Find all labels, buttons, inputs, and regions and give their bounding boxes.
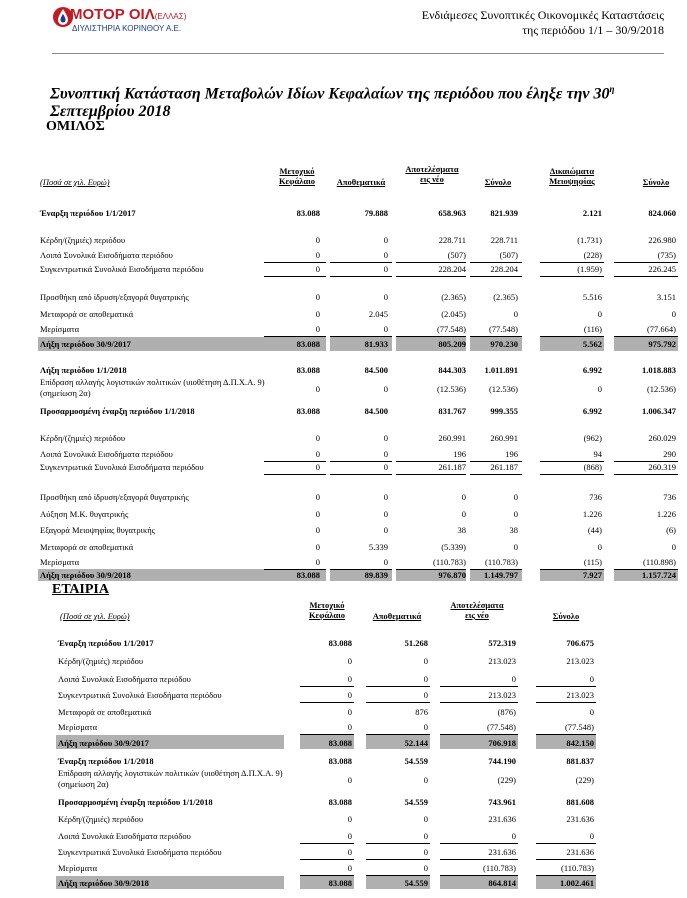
row-label: Λοιπά Συνολικά Εισοδήματα περιόδου bbox=[58, 831, 191, 841]
group-col-header-reserves: Αποθεματικά bbox=[336, 177, 386, 187]
row-value: 83.088 bbox=[296, 570, 320, 580]
row-value: 83.088 bbox=[328, 756, 352, 766]
row-value: 0 bbox=[383, 525, 388, 535]
underline-rule bbox=[540, 276, 604, 277]
row-value: 0 bbox=[597, 384, 602, 394]
page-title bbox=[50, 80, 670, 121]
row-value: 0 bbox=[423, 690, 428, 700]
row-value: 0 bbox=[315, 462, 320, 472]
row-value: 0 bbox=[315, 509, 320, 519]
row-value: 261.187 bbox=[490, 462, 518, 472]
row-label: Προσθήκη από ίδρυση/εξαγορά θυγατρικής bbox=[40, 292, 189, 302]
row-value: 6.992 bbox=[582, 365, 602, 375]
row-value: 976.870 bbox=[438, 570, 466, 580]
row-value: 38 bbox=[509, 525, 518, 535]
row-value: 743.961 bbox=[488, 797, 516, 807]
row-label: Αύξηση Μ.Κ. θυγατρικής bbox=[40, 509, 129, 519]
underline-rule bbox=[440, 702, 518, 703]
underline-rule bbox=[264, 262, 326, 263]
row-label: Επίδραση αλλαγής λογιστικών πολιτικών (υιοθέτηση Δ.Π.Χ.Α. 9) (σημείωση 2α) bbox=[58, 768, 283, 789]
underline-rule bbox=[366, 859, 430, 860]
row-value: (962) bbox=[583, 433, 602, 443]
row-value: (6) bbox=[666, 525, 676, 535]
row-label: Συγκεντρωτικά Συνολικά Εισοδήματα περιόδου bbox=[40, 462, 204, 472]
row-value: 213.023 bbox=[566, 690, 594, 700]
row-value: 881.608 bbox=[566, 797, 594, 807]
company-heading: ΕΤΑΙΡΙΑ bbox=[52, 582, 109, 597]
row-label: Προσαρμοσμένη έναρξη περιόδου 1/1/2018 bbox=[40, 406, 195, 416]
row-label: Κέρδη/(ζημιές) περιόδου bbox=[58, 814, 144, 824]
group-col-header-total: Σύνολο bbox=[484, 177, 512, 187]
row-label: Λήξη περιόδου 1/1/2018 bbox=[40, 365, 127, 375]
row-value: 0 bbox=[671, 309, 676, 319]
row-value: 0 bbox=[315, 324, 320, 334]
row-value: 0 bbox=[383, 384, 388, 394]
row-value: (110.783) bbox=[485, 557, 518, 567]
underline-rule bbox=[440, 686, 518, 687]
underline-rule bbox=[300, 843, 354, 844]
underline-rule bbox=[470, 262, 522, 263]
row-value: 0 bbox=[347, 775, 352, 785]
company-col-header-reserves: Αποθεματικά bbox=[372, 611, 422, 621]
row-value: 0 bbox=[315, 384, 320, 394]
row-value: 0 bbox=[383, 264, 388, 274]
row-value: 842.150 bbox=[566, 738, 594, 748]
row-value: (77.548) bbox=[486, 722, 516, 732]
row-value: 0 bbox=[315, 250, 320, 260]
row-value: (12.536) bbox=[646, 384, 676, 394]
underline-rule bbox=[366, 702, 430, 703]
row-value: (44) bbox=[587, 525, 602, 535]
row-label: Μερίσματα bbox=[58, 863, 98, 873]
underline-rule bbox=[300, 734, 354, 735]
company-col-header-total: Σύνολο bbox=[552, 611, 580, 621]
row-value: (77.548) bbox=[436, 324, 466, 334]
row-value: 226.980 bbox=[648, 235, 676, 245]
row-value: 0 bbox=[383, 324, 388, 334]
row-label: Προσθήκη από ίδρυση/εξαγορά θυγατρικής bbox=[40, 492, 189, 502]
row-value: 736 bbox=[663, 492, 676, 502]
row-label: Κέρδη/(ζημιές) περιόδου bbox=[58, 656, 144, 666]
row-value: 226.245 bbox=[648, 264, 676, 274]
row-value: 0 bbox=[513, 309, 518, 319]
row-label: Μερίσματα bbox=[40, 324, 80, 334]
row-value: 831.767 bbox=[438, 406, 466, 416]
row-value: 975.792 bbox=[648, 339, 676, 349]
row-value: 0 bbox=[511, 674, 516, 684]
row-value: 79.888 bbox=[364, 208, 388, 218]
row-value: (507) bbox=[499, 250, 518, 260]
row-value: 213.023 bbox=[488, 690, 516, 700]
row-value: 0 bbox=[347, 831, 352, 841]
row-value: 290 bbox=[663, 449, 676, 459]
row-value: (110.783) bbox=[483, 863, 516, 873]
underline-rule bbox=[540, 474, 604, 475]
row-value: 83.088 bbox=[296, 406, 320, 416]
row-value: 0 bbox=[597, 542, 602, 552]
underline-rule bbox=[536, 734, 596, 735]
title-superscript: η bbox=[609, 84, 615, 94]
underline-rule bbox=[536, 843, 596, 844]
logo-wordmark: ΜΟΤΟΡ ΟΙΛ bbox=[70, 6, 155, 23]
row-value: (110.783) bbox=[561, 863, 594, 873]
row-label: Συγκεντρωτικά Συνολικά Εισοδήματα περιόδου bbox=[58, 690, 222, 700]
underline-rule bbox=[470, 474, 522, 475]
row-value: 260.991 bbox=[438, 433, 466, 443]
company-units-label: (Ποσά σε χιλ. Ευρώ) bbox=[60, 611, 130, 621]
row-value: 0 bbox=[383, 250, 388, 260]
row-value: 0 bbox=[513, 542, 518, 552]
row-value: 81.933 bbox=[364, 339, 388, 349]
row-label: Μερίσματα bbox=[40, 557, 80, 567]
header-line-1: Ενδιάμεσες Συνοπτικές Οικονομικές Καταστάσεις bbox=[421, 8, 664, 22]
row-value: 0 bbox=[315, 264, 320, 274]
row-value: 231.636 bbox=[488, 814, 516, 824]
row-value: 0 bbox=[589, 831, 594, 841]
row-value: 0 bbox=[315, 542, 320, 552]
underline-rule bbox=[330, 276, 392, 277]
row-value: 0 bbox=[347, 690, 352, 700]
row-value: 1.226 bbox=[656, 509, 676, 519]
row-value: 0 bbox=[423, 656, 428, 666]
row-label: Έναρξη περιόδου 1/1/2017 bbox=[40, 208, 136, 218]
underline-rule bbox=[366, 686, 430, 687]
company-col-header-retained-earnings: Αποτελέσματα εις νέο bbox=[450, 600, 504, 620]
underline-rule bbox=[440, 875, 518, 876]
row-value: 261.187 bbox=[438, 462, 466, 472]
row-value: (77.548) bbox=[564, 722, 594, 732]
row-value: 0 bbox=[315, 557, 320, 567]
row-label: Λοιπά Συνολικά Εισοδήματα περιόδου bbox=[58, 674, 191, 684]
row-value: 1.157.724 bbox=[642, 570, 676, 580]
row-value: 0 bbox=[383, 449, 388, 459]
row-value: 1.002.461 bbox=[560, 878, 594, 888]
row-value: 0 bbox=[383, 492, 388, 502]
row-label: Μεταφορά σε αποθεματικά bbox=[40, 542, 134, 552]
row-value: 876 bbox=[415, 707, 428, 717]
header-line-2: της περιόδου 1/1 – 30/9/2018 bbox=[522, 23, 664, 37]
row-value: 54.559 bbox=[404, 797, 428, 807]
row-value: 0 bbox=[315, 492, 320, 502]
row-label: Λοιπά Συνολικά Εισοδήματα περιόδου bbox=[40, 449, 173, 459]
row-value: 228.711 bbox=[438, 235, 466, 245]
row-label: Εξαγορά Μειοψηφίας θυγατρικής bbox=[40, 525, 156, 535]
row-value: 83.088 bbox=[328, 738, 352, 748]
row-value: 572.319 bbox=[488, 638, 516, 648]
row-value: 0 bbox=[315, 433, 320, 443]
row-label: Έναρξη περιόδου 1/1/2018 bbox=[58, 756, 154, 766]
underline-rule bbox=[396, 474, 466, 475]
underline-rule bbox=[440, 843, 518, 844]
underline-rule bbox=[300, 859, 354, 860]
header-divider bbox=[52, 53, 664, 54]
row-value: 0 bbox=[461, 509, 466, 519]
group-col-header-minority: Δικαιώματα Μειοψηφίας bbox=[549, 166, 595, 186]
row-value: 0 bbox=[383, 509, 388, 519]
underline-rule bbox=[540, 262, 604, 263]
underline-rule bbox=[264, 276, 326, 277]
row-value: 0 bbox=[589, 674, 594, 684]
row-value: 0 bbox=[423, 863, 428, 873]
underline-rule bbox=[470, 336, 522, 337]
row-value: 228.204 bbox=[438, 264, 466, 274]
row-value: 0 bbox=[461, 492, 466, 502]
group-heading: ΟΜΙΛΟΣ bbox=[46, 119, 105, 134]
underline-rule bbox=[614, 336, 678, 337]
row-value: 260.319 bbox=[648, 462, 676, 472]
row-value: 6.992 bbox=[582, 406, 602, 416]
row-value: 0 bbox=[347, 656, 352, 666]
row-value: (228) bbox=[583, 250, 602, 260]
underline-rule bbox=[396, 262, 466, 263]
row-value: 0 bbox=[597, 309, 602, 319]
row-value: (876) bbox=[497, 707, 516, 717]
group-col-header-retained-earnings: Αποτελέσματα εις νέο bbox=[405, 164, 459, 184]
row-value: (735) bbox=[657, 250, 676, 260]
row-value: 824.060 bbox=[648, 208, 676, 218]
row-value: 821.939 bbox=[490, 208, 518, 218]
row-value: 0 bbox=[315, 449, 320, 459]
row-value: 1.011.891 bbox=[484, 365, 518, 375]
row-value: (12.536) bbox=[436, 384, 466, 394]
row-value: 0 bbox=[423, 847, 428, 857]
row-value: 2.121 bbox=[582, 208, 602, 218]
document-header bbox=[422, 8, 664, 38]
row-value: 84.500 bbox=[364, 365, 388, 375]
row-label: Λήξη περιόδου 30/9/2018 bbox=[58, 878, 149, 888]
title-line-2: Σεπτεμβρίου 2018 bbox=[50, 103, 171, 121]
title-line-1: Συνοπτική Κατάσταση Μεταβολών Ιδίων Κεφαλαίων της περιόδου που έληξε την 30 bbox=[50, 85, 610, 103]
underline-rule bbox=[536, 702, 596, 703]
underline-rule bbox=[540, 336, 604, 337]
row-label: Έναρξη περιόδου 1/1/2017 bbox=[58, 638, 154, 648]
underline-rule bbox=[330, 262, 392, 263]
row-value: (2.045) bbox=[441, 309, 466, 319]
row-value: 0 bbox=[513, 509, 518, 519]
row-value: (116) bbox=[583, 324, 602, 334]
underline-rule bbox=[264, 474, 326, 475]
row-value: 83.088 bbox=[296, 208, 320, 218]
row-value: 260.029 bbox=[648, 433, 676, 443]
row-value: 231.636 bbox=[566, 847, 594, 857]
row-value: 1.226 bbox=[582, 509, 602, 519]
row-value: 228.204 bbox=[490, 264, 518, 274]
underline-rule bbox=[440, 734, 518, 735]
row-value: 0 bbox=[383, 557, 388, 567]
row-value: 38 bbox=[457, 525, 466, 535]
row-value: 0 bbox=[347, 847, 352, 857]
underline-rule bbox=[300, 875, 354, 876]
row-value: 0 bbox=[513, 492, 518, 502]
underline-rule bbox=[536, 859, 596, 860]
row-value: 0 bbox=[383, 433, 388, 443]
underline-rule bbox=[366, 843, 430, 844]
row-value: 0 bbox=[671, 542, 676, 552]
row-value: 1.018.883 bbox=[642, 365, 676, 375]
row-value: 83.088 bbox=[296, 365, 320, 375]
row-value: (77.664) bbox=[646, 324, 676, 334]
row-label: Κέρδη/(ζημιές) περιόδου bbox=[40, 235, 126, 245]
row-value: 84.500 bbox=[364, 406, 388, 416]
row-value: 970.230 bbox=[490, 339, 518, 349]
row-value: 0 bbox=[383, 235, 388, 245]
group-col-header-share-capital: Μετοχικό Κεφάλαιο bbox=[278, 166, 316, 186]
row-value: (229) bbox=[575, 775, 594, 785]
row-value: (1.959) bbox=[577, 264, 602, 274]
row-value: 1.149.797 bbox=[484, 570, 518, 580]
row-value: 0 bbox=[589, 707, 594, 717]
row-value: 658.963 bbox=[438, 208, 466, 218]
row-value: (110.898) bbox=[643, 557, 676, 567]
row-value: 51.268 bbox=[404, 638, 428, 648]
row-value: 83.088 bbox=[296, 339, 320, 349]
row-value: 260.991 bbox=[490, 433, 518, 443]
row-value: 706.675 bbox=[566, 638, 594, 648]
row-value: 54.559 bbox=[404, 756, 428, 766]
row-label: Κέρδη/(ζημιές) περιόδου bbox=[40, 433, 126, 443]
row-value: 94 bbox=[593, 449, 602, 459]
row-value: 0 bbox=[347, 722, 352, 732]
row-label: Μεταφορά σε αποθεματικά bbox=[58, 707, 152, 717]
row-value: 54.559 bbox=[404, 878, 428, 888]
row-value: 0 bbox=[423, 674, 428, 684]
underline-rule bbox=[440, 859, 518, 860]
company-col-header-share-capital: Μετοχικό Κεφάλαιο bbox=[308, 600, 346, 620]
underline-rule bbox=[614, 262, 678, 263]
row-value: 0 bbox=[347, 814, 352, 824]
row-value: (507) bbox=[447, 250, 466, 260]
row-value: (2.365) bbox=[441, 292, 466, 302]
row-value: 744.190 bbox=[488, 756, 516, 766]
row-value: 881.837 bbox=[566, 756, 594, 766]
underline-rule bbox=[536, 875, 596, 876]
row-value: 0 bbox=[383, 462, 388, 472]
row-value: 228.711 bbox=[490, 235, 518, 245]
row-value: 196 bbox=[453, 449, 466, 459]
logo-suffix: (ΕΛΛΑΣ) bbox=[154, 12, 187, 21]
row-label: Μερίσματα bbox=[58, 722, 98, 732]
row-label: Συγκεντρωτικά Συνολικά Εισοδήματα περιόδου bbox=[58, 847, 222, 857]
underline-rule bbox=[264, 336, 326, 337]
row-value: 0 bbox=[423, 831, 428, 841]
underline-rule bbox=[470, 276, 522, 277]
row-value: 736 bbox=[589, 492, 602, 502]
row-value: 5.562 bbox=[582, 339, 602, 349]
underline-rule bbox=[300, 686, 354, 687]
underline-rule bbox=[330, 474, 392, 475]
underline-rule bbox=[396, 336, 466, 337]
underline-rule bbox=[366, 875, 430, 876]
underline-rule bbox=[366, 734, 430, 735]
row-value: 0 bbox=[383, 292, 388, 302]
underline-rule bbox=[536, 686, 596, 687]
row-value: 999.355 bbox=[490, 406, 518, 416]
row-value: (77.548) bbox=[488, 324, 518, 334]
row-value: 864.814 bbox=[488, 878, 516, 888]
row-label: Μεταφορά σε αποθεματικά bbox=[40, 309, 134, 319]
row-value: (868) bbox=[583, 462, 602, 472]
row-value: 844.303 bbox=[438, 365, 466, 375]
underline-rule bbox=[330, 336, 392, 337]
row-value: 0 bbox=[347, 674, 352, 684]
row-label: Λήξη περιόδου 30/9/2018 bbox=[40, 570, 131, 580]
row-value: 89.839 bbox=[364, 570, 388, 580]
row-value: (229) bbox=[497, 775, 516, 785]
group-col-header-grand-total: Σύνολο bbox=[642, 177, 670, 187]
row-value: 0 bbox=[315, 235, 320, 245]
group-units-label: (Ποσά σε χιλ. Ευρώ) bbox=[40, 177, 110, 187]
row-value: 0 bbox=[511, 831, 516, 841]
underline-rule bbox=[614, 276, 678, 277]
row-value: 2.045 bbox=[368, 309, 388, 319]
row-label: Λήξη περιόδου 30/9/2017 bbox=[58, 738, 149, 748]
row-value: 213.023 bbox=[566, 656, 594, 666]
row-value: 0 bbox=[315, 309, 320, 319]
row-value: 805.209 bbox=[438, 339, 466, 349]
row-value: 83.088 bbox=[328, 797, 352, 807]
row-value: (1.731) bbox=[577, 235, 602, 245]
row-value: 7.927 bbox=[582, 570, 602, 580]
row-value: 5.516 bbox=[582, 292, 602, 302]
row-value: 0 bbox=[315, 525, 320, 535]
row-value: 0 bbox=[423, 722, 428, 732]
underline-rule bbox=[330, 461, 392, 462]
row-value: 0 bbox=[347, 707, 352, 717]
row-label: Λοιπά Συνολικά Εισοδήματα περιόδου bbox=[40, 250, 173, 260]
row-value: 0 bbox=[423, 814, 428, 824]
row-value: (2.365) bbox=[493, 292, 518, 302]
logo-subtitle: ΔΙΥΛΙΣΤΗΡΙΑ ΚΟΡΙΝΘΟΥ Α.Ε. bbox=[72, 24, 182, 33]
row-value: 706.918 bbox=[488, 738, 516, 748]
row-value: 5.339 bbox=[368, 542, 388, 552]
row-value: 0 bbox=[315, 292, 320, 302]
row-label: Προσαρμοσμένη έναρξη περιόδου 1/1/2018 bbox=[58, 797, 213, 807]
underline-rule bbox=[300, 702, 354, 703]
underline-rule bbox=[396, 276, 466, 277]
row-value: (115) bbox=[583, 557, 602, 567]
row-value: 231.636 bbox=[566, 814, 594, 824]
row-label: Λήξη περιόδου 30/9/2017 bbox=[40, 339, 131, 349]
row-label: Επίδραση αλλαγής λογιστικών πολιτικών (υιοθέτηση Δ.Π.Χ.Α. 9) (σημείωση 2α) bbox=[40, 377, 265, 398]
row-value: 52.144 bbox=[404, 738, 428, 748]
row-value: 1.006.347 bbox=[642, 406, 676, 416]
row-label: Συγκεντρωτικά Συνολικά Εισοδήματα περιόδου bbox=[40, 264, 204, 274]
row-value: 0 bbox=[423, 775, 428, 785]
row-value: 196 bbox=[505, 449, 518, 459]
row-value: 231.636 bbox=[488, 847, 516, 857]
row-value: (5.339) bbox=[441, 542, 466, 552]
row-value: 83.088 bbox=[328, 638, 352, 648]
row-value: 3.151 bbox=[656, 292, 676, 302]
row-value: 213.023 bbox=[488, 656, 516, 666]
row-value: (12.536) bbox=[488, 384, 518, 394]
row-value: 83.088 bbox=[328, 878, 352, 888]
row-value: 0 bbox=[347, 863, 352, 873]
underline-rule bbox=[614, 474, 678, 475]
row-value: (110.783) bbox=[433, 557, 466, 567]
